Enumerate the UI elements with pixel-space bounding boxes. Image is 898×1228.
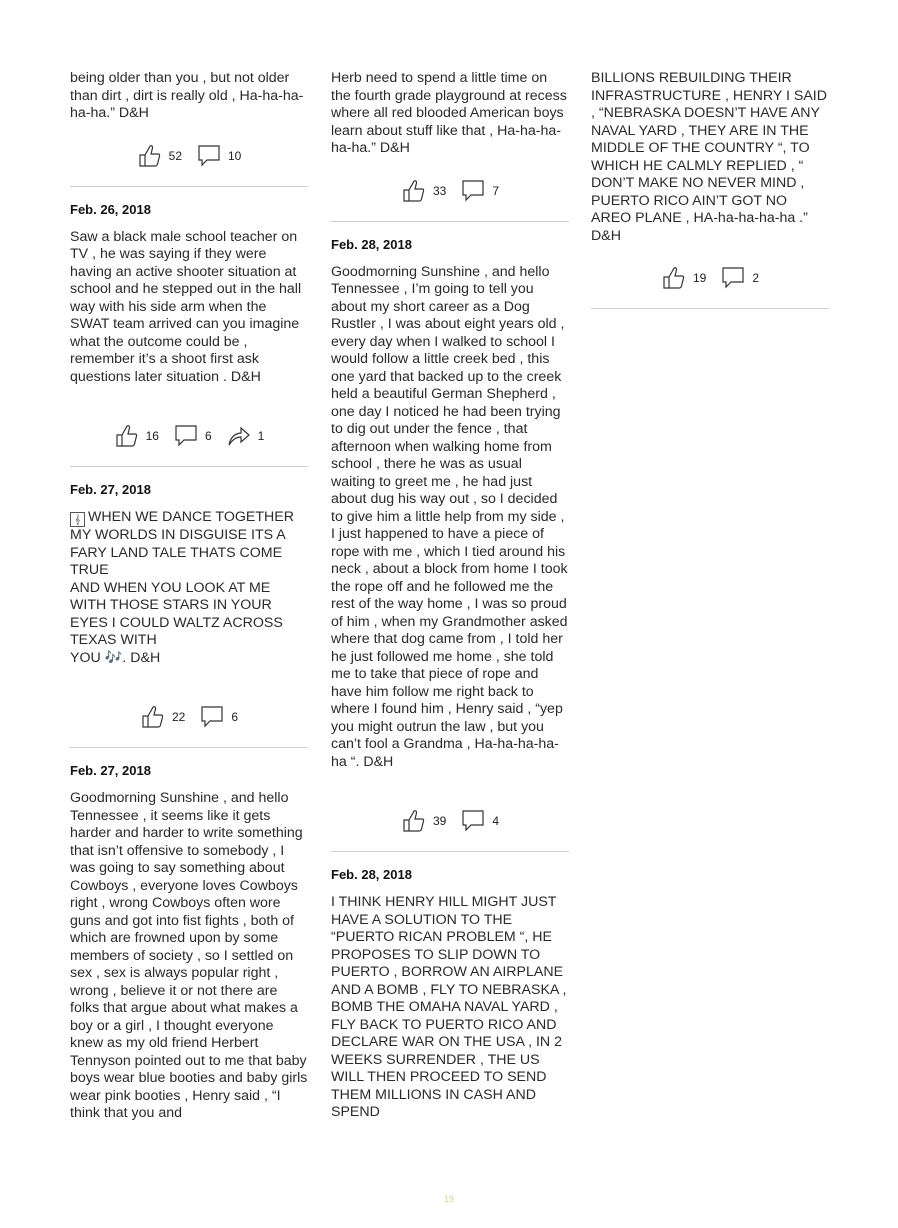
like-button[interactable] (401, 178, 446, 204)
comment-button[interactable] (460, 808, 499, 834)
thumbs-up-icon (114, 423, 140, 449)
comment-button[interactable] (460, 178, 499, 204)
share-arrow-icon (226, 423, 252, 449)
post-actions (331, 801, 569, 841)
post-actions (70, 697, 308, 737)
post-actions (70, 136, 308, 176)
like-count: 39 (432, 814, 447, 828)
comment-bubble-icon (460, 178, 486, 204)
thumbs-up-icon (401, 808, 427, 834)
post-date: Feb. 27, 2018 (70, 482, 151, 497)
share-button[interactable] (226, 423, 265, 449)
page-number: 19 (443, 1194, 454, 1204)
divider (70, 186, 308, 187)
comment-count: 10 (228, 148, 242, 163)
like-count: 52 (168, 148, 182, 163)
thumbs-up-icon (140, 704, 166, 730)
comment-bubble-icon (199, 704, 225, 730)
like-button[interactable] (401, 808, 446, 834)
divider (331, 851, 569, 852)
like-count: 16 (145, 429, 159, 443)
comment-count: 7 (492, 183, 500, 198)
post-text: Goodmorning Sunshine , and hello Tennessee , I’m going to tell you about my short career as a Dog Rustler , I was about eight years old , every day when I walked to school I would follow a little creek bed , this one yard that backed up to the creek held a beautiful German Shepherd , one day I noticed he had been trying to dig out under the fence , that afternoon when walking home from school , there he was as usual waiting to greet me , he had just about dug his way out , so I decided to give him a little help from my side , I just happened to have a piece of rope with me , which I tied around his neck , about a block from home I took the rope off and he followed me the rest of the way home , I was so proud of him , when my Grandmother asked where that dog came from , I told her he just followed me home , she told me to take that piece of rope and have him follow me right back to where I found him , Henry said , “yep you might outrun the law , but you can’t fool a Grandma , Ha-ha-ha-ha-ha “. D&H (331, 263, 568, 770)
like-button[interactable] (137, 143, 182, 169)
like-count: 19 (692, 271, 707, 285)
like-button[interactable] (661, 265, 706, 291)
like-button[interactable] (140, 704, 185, 730)
share-count: 1 (257, 429, 265, 443)
post-actions (70, 416, 308, 456)
divider (331, 221, 569, 222)
comment-button[interactable] (199, 704, 238, 730)
comment-button[interactable] (173, 423, 212, 449)
post-text: I THINK HENRY HILL MIGHT JUST HAVE A SOLUTION TO THE “PUERTO RICAN PROBLEM “, HE PROPOSES TO SLIP DOWN TO PUERTO , BORROW AN AIRPLANE AND A BOMB , FLY TO NEBRASKA , BOMB THE OMAHA NAVAL YARD , FLY BACK TO PUERTO RICO AND DECLARE WAR ON THE USA , IN 2 WEEKS SURRENDER , THE US WILL THEN PROCEED TO SEND THEM MILLIONS IN CASH AND SPEND (331, 894, 567, 1120)
post-text: being older than you , but not older than dirt , dirt is really old , Ha-ha-ha-ha-ha.” D&H (70, 70, 304, 121)
comment-count: 6 (231, 710, 239, 724)
post-text: Saw a black male school teacher on TV , he was saying if they were having an active shooter situation at school and he stepped out in the hall way with his side arm when the SWAT team arrived can you imagine what the outcome could be , remember it’s a shoot first ask questions later situation . D&H (70, 228, 302, 385)
column-1 (70, 70, 308, 1123)
post-text: Herb need to spend a little time on the fourth grade playground at recess where all red blooded American boys learn about stuff like that , Ha-ha-ha-ha-ha.” D&H (331, 70, 567, 156)
column-3 (591, 70, 829, 309)
comment-bubble-icon (460, 808, 486, 834)
post-actions (591, 258, 829, 298)
lyrics-text: WHEN WE DANCE TOGETHER MY WORLDS IN DISGUISE ITS A FARY LAND TALE THATS COME TRUE AND WHEN YOU LOOK AT ME WITH THOSE STARS IN YOUR EYES I COULD WALTZ ACROSS TEXAS WITH YOU (70, 509, 294, 666)
post-date: Feb. 27, 2018 (70, 763, 151, 778)
comment-bubble-icon (720, 265, 746, 291)
comment-button[interactable] (720, 265, 759, 291)
lyrics-tail: . D&H (122, 649, 161, 666)
post-date: Feb. 26, 2018 (70, 201, 151, 217)
like-count: 22 (171, 710, 186, 724)
post-actions (331, 171, 569, 211)
comment-count: 2 (752, 271, 760, 285)
thumbs-up-icon (137, 143, 163, 169)
like-button[interactable] (114, 423, 159, 449)
thumbs-up-icon (661, 265, 687, 291)
post-date: Feb. 28, 2018 (331, 867, 412, 882)
thumbs-up-icon (401, 178, 427, 204)
post-text-lyrics (70, 509, 308, 667)
divider (591, 308, 829, 309)
comment-bubble-icon (196, 143, 222, 169)
comment-button[interactable] (196, 143, 241, 169)
divider (70, 466, 308, 467)
column-2 (331, 70, 569, 1122)
post-text: BILLIONS REBUILDING THEIR INFRASTRUCTURE , HENRY I SAID , “NEBRASKA DOESN’T HAVE ANY NAVAL YARD , THEY ARE IN THE MIDDLE OF THE COUNTRY “, TO WHICH HE CALMLY REPLIED , “ DON’T MAKE NO NEVER MIND , PUERTO RICO AIN’T GOT NO AREO PLANE , HA-ha-ha-ha-ha .” D&H (591, 70, 827, 244)
music-note-icon: 𝄞 (70, 512, 85, 527)
post-date: Feb. 28, 2018 (331, 236, 412, 252)
post-text: Goodmorning Sunshine , and hello Tennessee , it seems like it gets harder and harder to write something that isn’t offensive to somebody , I was going to say something about Cowboys , everyone loves Cowboys right , wrong Cowboys often wore guns and got into fist fights , both of which are frowned upon by some members of society , so I settled on sex , sex is always popular right , wrong , believe it or not there are folks that argue about what makes a boy or a girl , I thought everyone knew as my old friend Herbert Tennyson pointed out to me that baby boys wear blue booties and baby girls wear pink booties , Henry said , “I think that you and (70, 790, 308, 1121)
comment-count: 4 (492, 814, 500, 828)
like-count: 33 (432, 183, 447, 198)
comment-count: 6 (204, 429, 212, 443)
comment-bubble-icon (173, 423, 199, 449)
divider (70, 747, 308, 748)
music-notes-icon: 🎶 (104, 649, 123, 666)
